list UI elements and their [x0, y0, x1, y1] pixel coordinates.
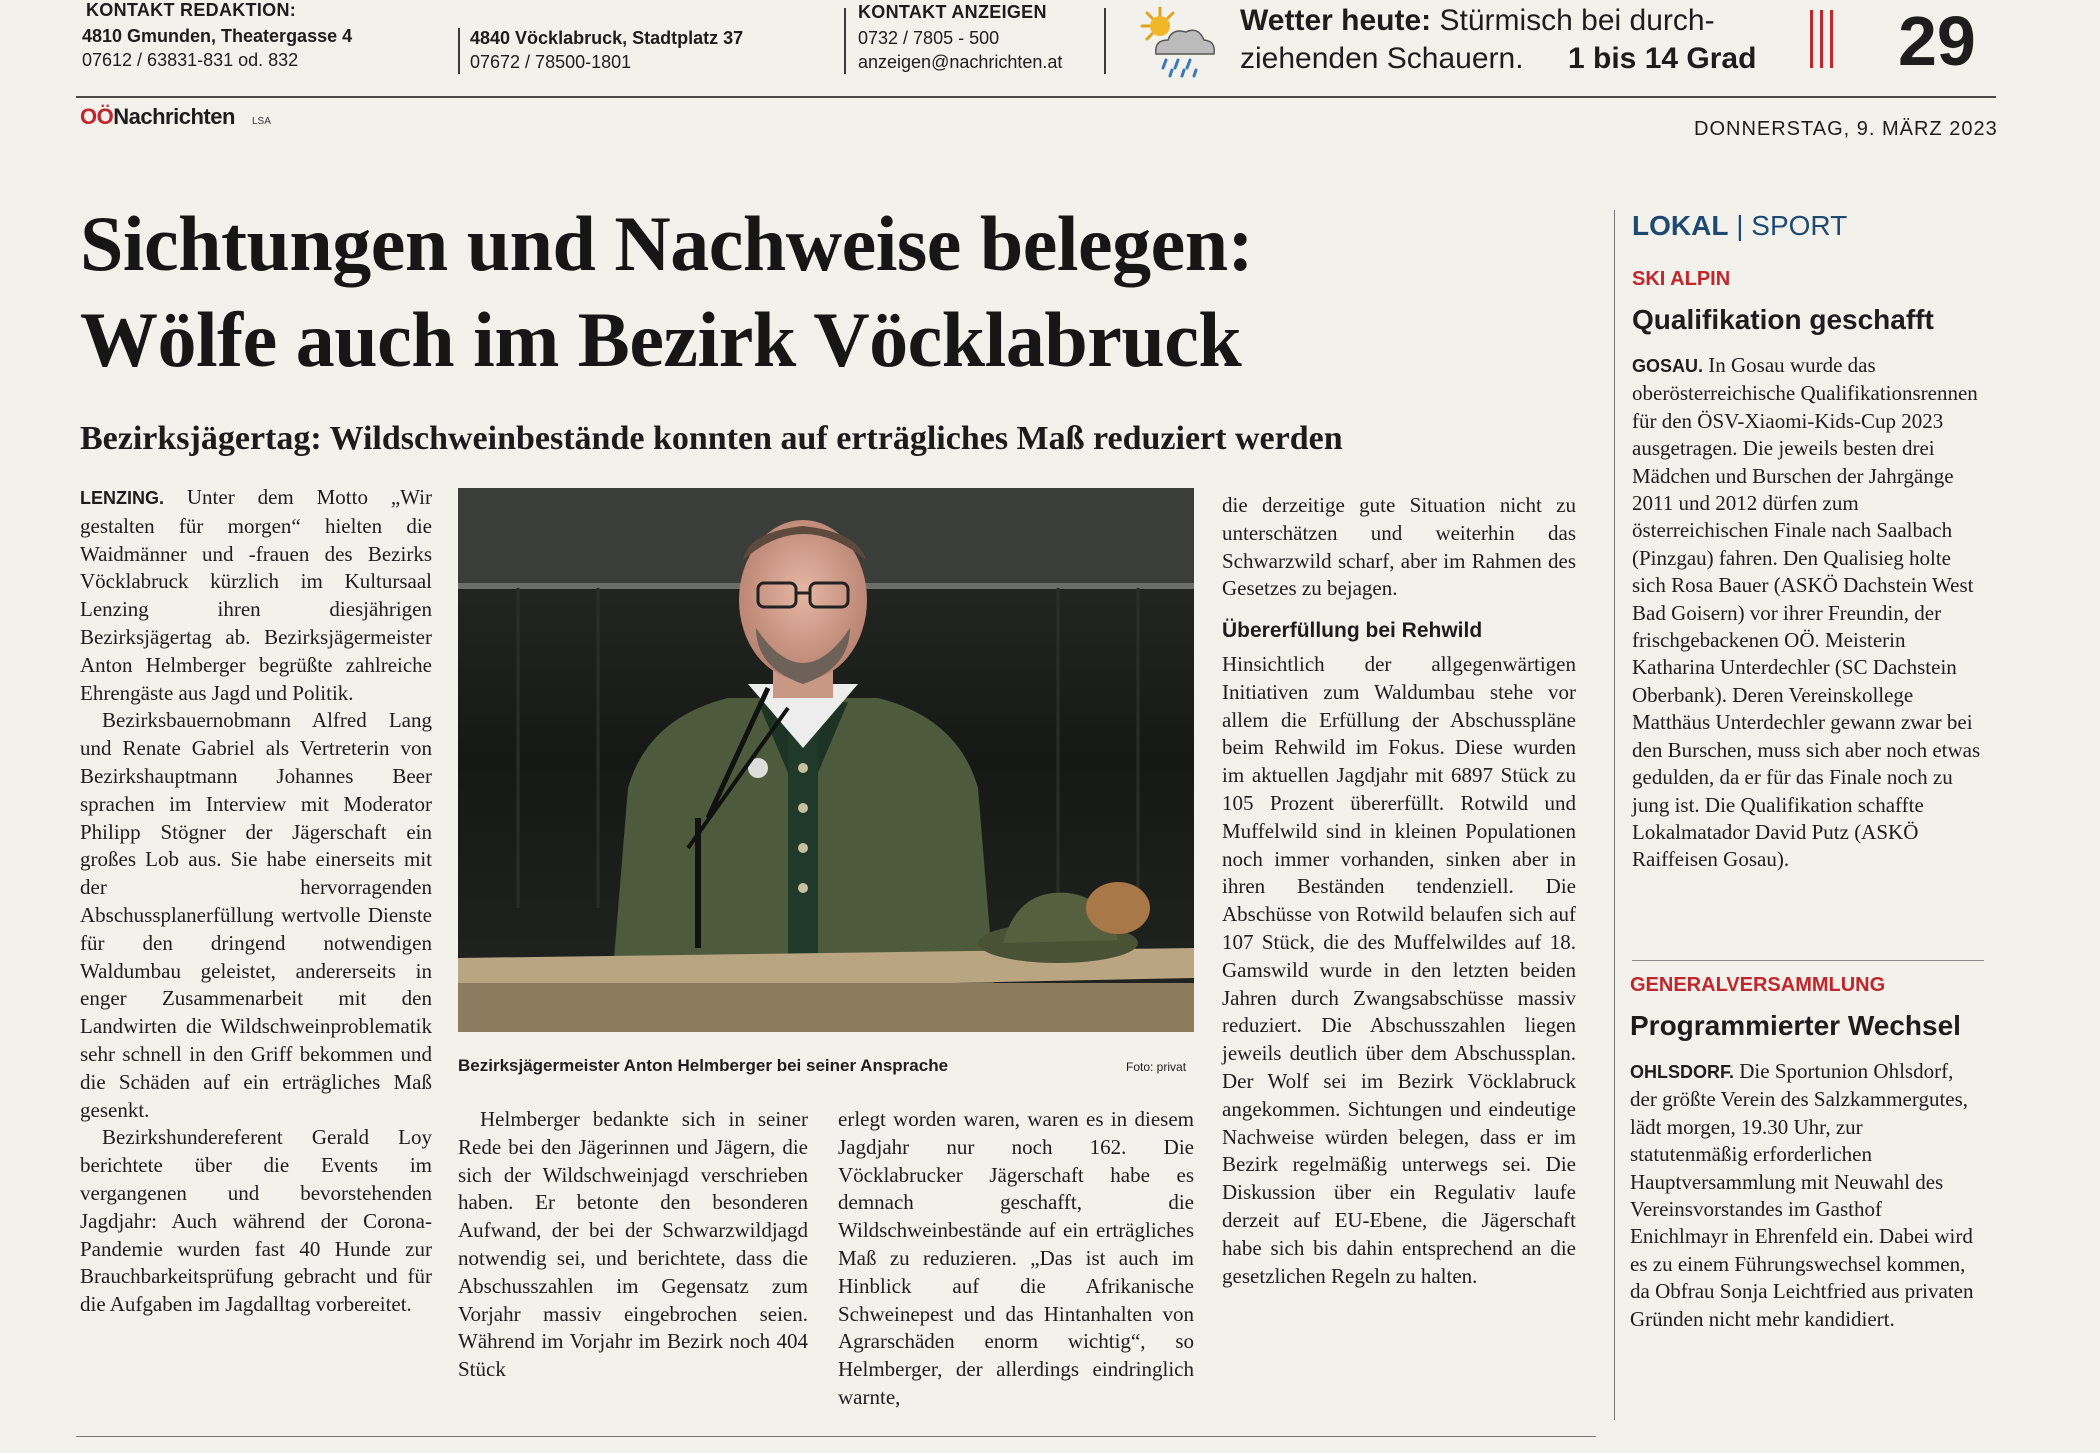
- red-accent-bar: [1830, 10, 1833, 68]
- red-accent-bar: [1820, 10, 1823, 68]
- article-column-3: [838, 1106, 1194, 1412]
- weather-label: Wetter heute:: [1240, 4, 1432, 37]
- office2-phone: 07672 / 78500-1801: [470, 52, 632, 72]
- header-divider: [458, 28, 460, 74]
- article-column-4: [1222, 492, 1576, 1290]
- sidebar-story1-kicker: SKI ALPIN: [1632, 268, 1731, 290]
- header-divider: [844, 8, 846, 74]
- weather-text-1: Stürmisch bei durch-: [1439, 4, 1715, 37]
- subheadline: Bezirksjägertag: Wildschweinbestände konnten auf erträgliches Maß reduziert werden: [80, 420, 1343, 457]
- footer-rule: [76, 1436, 1596, 1437]
- photo-credit: Foto: privat: [1126, 1060, 1187, 1074]
- logo-suffix: LSA: [252, 116, 271, 127]
- weather-line1: [1240, 4, 1715, 38]
- sidebar-story2-text: Die Sportunion Ohlsdorf, der größte Verein des Salzkammergutes, lädt morgen, 19.30 Uhr, zur statutenmäßig erforderlichen Hauptversammlung mit Neuwahl des Vereinsvorstandes im Gasthof Enichlmayr in Ehrenfeld ein. Dabei wird es zu einem Führungswechsel kommen, da Obfrau Sonja Leichtfried aus privaten Gründen nicht mehr kandidiert.: [1630, 1059, 1974, 1331]
- headline-line1: Sichtungen und Nachweise belegen:: [80, 200, 1254, 287]
- paragraph-col4-top: die derzeitige gute Situation nicht zu unterschätzen und weiterhin das Schwarzwild scharf, aber im Rahmen des Gesetzes zu bejagen.: [1222, 493, 1576, 601]
- article-column-1: [80, 484, 432, 1319]
- issue-date: DONNERSTAG, 9. MÄRZ 2023: [1694, 118, 1998, 140]
- sidebar-story1-body: [1632, 352, 1982, 874]
- weather-line2: [1240, 42, 1524, 76]
- logo-red: OÖ: [80, 104, 114, 129]
- logo-black: Nachrichten: [113, 104, 235, 129]
- sidebar-story1-text: In Gosau wurde das oberösterreichische Qualifikationsrennen für den ÖSV-Xiaomi-Kids-Cup 2023 ausgetragen. Die jeweils besten drei Mädchen und Burschen der Jahrgänge 2011 und 2012 dürfen zum österreichischen Finale nach Saalbach (Pinzgau) fahren. Den Qualisieg holte sich Rosa Bauer (ASKÖ Dachstein West Bad Goisern) vor ihrer Freundin, der frischgebackenen OÖ. Meisterin Katharina Unterdechler (SC Dachstein Oberbank). Deren Vereinskollege Matthäus Unterdechler gewann zwar bei den Burschen, muss sich aber noch etwas gedulden, da er für das Finale noch zu jung ist. Die Qualifikation schaffte Lokalmatador David Putz (ASKÖ Raiffeisen Gosau).: [1632, 353, 1981, 872]
- weather-text-2: ziehenden Schauern.: [1240, 42, 1524, 75]
- section-sport: SPORT: [1751, 210, 1848, 241]
- contact-editorial-label: KONTAKT REDAKTION:: [86, 0, 297, 20]
- headline-line2: Wölfe auch im Bezirk Vöcklabruck: [80, 296, 1242, 383]
- paragraph-2: Bezirksbauernobmann Alfred Lang und Renate Gabriel als Vertreterin von Bezirkshauptmann Johannes Beer sprachen im Interview mit Moderator Philipp Stögner der Jägerschaft ein großes Lob aus. Sie habe einerseits mit der hervorragenden Abschussplanerfüllung wertvolle Dienste für den dringend notwendigen Waldumbau geleistet, andererseits in enger Zusammenarbeit mit den Landwirten die Wildschweinproblematik sehr schnell in den Griff bekommen und die Schäden auf ein erträgliches Maß gesenkt.: [80, 708, 432, 1122]
- sidebar-section-header: [1632, 210, 1847, 242]
- paragraph-col2: Helmberger bedankte sich in seiner Rede bei den Jägerinnen und Jägern, die sich der Wildschweinjagd verschrieben haben. Er betonte den besonderen Aufwand, der bei der Schwarzwildjagd notwendig sei, und berichtete, dass die Abschusszahlen im Gegensatz zum Vorjahr massiv eingebrochen seien. Während im Vorjahr im Bezirk noch 404 Stück: [458, 1107, 808, 1382]
- sun-cloud-rain-icon: [1136, 6, 1218, 82]
- office1-address: 4810 Gmunden, Theatergasse 4: [82, 26, 353, 46]
- article-column-2: [458, 1106, 808, 1384]
- sidebar-story2-body: [1630, 1058, 1982, 1333]
- paragraph-3: Bezirkshundereferent Gerald Loy berichtete über die Events im vergangenen und bevorstehenden Jagdjahr: Auch während der Corona-Pandemie wurden fast 40 Hunde zur Brauchbarkeitsprüfung gebracht und für die Aufgaben im Jagdalltag vorbereitet.: [80, 1125, 432, 1317]
- paragraph-1: [80, 484, 432, 707]
- section-separator: |: [1736, 210, 1744, 241]
- paragraph-col3: erlegt worden waren, waren es in diesem Jagdjahr nur noch 162. Die Vöcklabrucker Jägerschaft habe es demnach geschafft, die Wildschweinbestände auf ein erträgliches Maß zu reduzieren. „Das ist auch im Hinblick auf die Afrikanische Schweinepest und das Hintanhalten von Agrarschäden enorm wichtig“, so Helmberger, der allerdings eindringlich warnte,: [838, 1107, 1194, 1409]
- ads-email: anzeigen@nachrichten.at: [858, 52, 1063, 72]
- newspaper-logo: [80, 104, 235, 130]
- weather-temp: 1 bis 14 Grad: [1568, 42, 1757, 75]
- article-photo: [458, 488, 1194, 1032]
- paragraph-1-text: Unter dem Motto „Wir gestalten für morgen“ hielten die Waidmänner und -frauen des Bezirks Vöcklabruck kürzlich im Kultursaal Lenzing ihren diesjährigen Bezirksjägertag ab. Bezirksjägermeister Anton Helmberger begrüßte zahlreiche Ehrengäste aus Jagd und Politik.: [80, 485, 432, 705]
- paragraph-col4-body: Hinsichtlich der allgegenwärtigen Initiativen zum Waldumbau stehe vor allem die Erfüllung der Abschusspläne beim Rehwild im Fokus. Diese wurden im aktuellen Jagdjahr mit 6897 Stück zu 105 Prozent übererfüllt. Rotwild und Muffelwild sind in kleinen Populationen noch immer vorhanden, sinken aber in ihren Beständen tendenziell. Die Abschüsse von Rotwild belaufen sich auf 107 Stück, die des Muffelwildes auf 18. Gamswild wurde in den letzten beiden Jahren durch Zwangsabschüsse massiv reduziert. Die Abschusszahlen liegen jeweils deutlich über dem Abschussplan. Der Wolf sei im Bezirk Vöcklabruck angekommen. Sichtungen und eindeutige Nachweise würden belegen, dass er im Bezirk regelmäßig unterwegs sei. Die Diskussion über ein Regulativ laufe derzeit auf EU-Ebene, die Jägerschaft habe sich bis dahin entsprechend an die gesetzlichen Regeln zu halten.: [1222, 651, 1576, 1288]
- sidebar-story1-title: Qualifikation geschafft: [1632, 304, 1934, 335]
- sidebar-story2-title: Programmierter Wechsel: [1630, 1010, 1961, 1041]
- photo-caption: Bezirksjägermeister Anton Helmberger bei seiner Ansprache: [458, 1056, 949, 1075]
- office2-address: 4840 Vöcklabruck, Stadtplatz 37: [470, 28, 744, 48]
- header-divider: [1104, 8, 1106, 74]
- sidebar-story1-dateline: GOSAU.: [1632, 356, 1704, 376]
- section-lokal: LOKAL: [1632, 210, 1729, 241]
- ads-phone: 0732 / 7805 - 500: [858, 28, 1000, 48]
- sidebar-rule: [1632, 960, 1984, 961]
- dateline: LENZING.: [80, 488, 164, 508]
- section-subhead: Übererfüllung bei Rehwild: [1222, 619, 1483, 643]
- contact-ads-label: KONTAKT ANZEIGEN: [858, 2, 1047, 22]
- page-number: 29: [1898, 2, 1976, 80]
- sidebar-story2-kicker: GENERALVERSAMMLUNG: [1630, 974, 1886, 996]
- red-accent-bar: [1810, 10, 1813, 68]
- sidebar-divider: [1614, 210, 1615, 1420]
- sidebar-story2-dateline: OHLSDORF.: [1630, 1062, 1735, 1082]
- header-rule: [76, 96, 1996, 98]
- office1-phone: 07612 / 63831-831 od. 832: [82, 50, 299, 70]
- headline: [80, 196, 1580, 388]
